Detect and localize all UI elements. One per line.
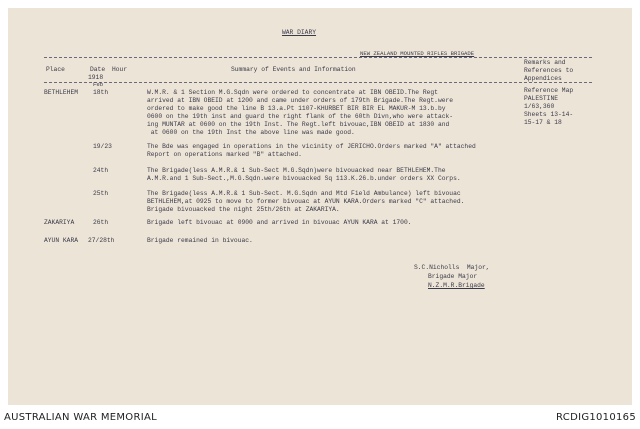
remarks-line: Reference Map bbox=[524, 87, 574, 94]
entry-place: AYUN KARA bbox=[44, 237, 79, 244]
entry-date: 18th bbox=[93, 89, 109, 96]
entry-date: 25th bbox=[93, 190, 109, 197]
page-title: WAR DIARY bbox=[282, 29, 317, 36]
entry-line: at 0600 on the 19th Inst the above line was made good. bbox=[147, 129, 355, 136]
col-remarks-1: Remarks and bbox=[524, 59, 566, 66]
remarks-line: PALESTINE bbox=[524, 95, 559, 102]
entry-date: 27/28th bbox=[88, 237, 115, 244]
entry-date: 26th bbox=[93, 219, 109, 226]
col-remarks-3: Appendices bbox=[524, 75, 562, 82]
entry-line: Brigade remained in bivouac. bbox=[147, 237, 253, 244]
footer-record-id: RCDIG1010165 bbox=[556, 412, 636, 423]
entry-line: Report on operations marked "B" attached. bbox=[147, 151, 302, 158]
entry-line: The Brigade(less A.M.R.& 1 Sub-Sect. M.G.Sqdn and Mtd Field Ambulance) left bivouac bbox=[147, 190, 461, 197]
signature-name: S.C.Nicholls Major, bbox=[414, 264, 490, 271]
entry-line: ordered to make good the line B 13.a.Pt 1107-KHURBET BIR BIR EL MAKUR-M 13.b.by bbox=[147, 105, 446, 112]
remarks-line: 15-17 & 18 bbox=[524, 119, 562, 126]
entry-line: Brigade left bivouac at 0900 and arrived in bivouac AYUN KARA at 1700. bbox=[147, 219, 412, 226]
signature-unit: N.Z.M.R.Brigade bbox=[428, 282, 485, 289]
entry-line: arrived at IBN OBEID at 1200 and came under orders of 179th Brigade.The Regt.were bbox=[147, 97, 454, 104]
entry-date: 19/23 bbox=[93, 143, 112, 150]
unit-name: NEW ZEALAND MOUNTED RIFLES BRIGADE bbox=[360, 50, 475, 57]
entry-date: 24th bbox=[93, 167, 109, 174]
entry-line: A.M.R.and 1 Sub-Sect.,M.G.Sqdn.were bivouacked Sq 113.K.26.b.under orders XX Corps. bbox=[147, 175, 461, 182]
col-hour: Hour bbox=[112, 66, 128, 73]
entry-line: Brigade bivouacked the night 25th/26th at ZAKARIYA. bbox=[147, 206, 340, 213]
entry-line: 0600 on the 19th inst and guard the right flank of the 60th Divn,who were attack- bbox=[147, 113, 454, 120]
col-summary: Summary of Events and Information bbox=[231, 66, 356, 73]
entry-line: ing MUNTAR at 0600 on the 19th Inst. The Regt.left bivouac,IBN OBEID at 1830 and bbox=[147, 121, 450, 128]
year: 1918 bbox=[88, 74, 104, 81]
remarks-line: 1/63,360 bbox=[524, 103, 555, 110]
remarks-line: Sheets 13-14- bbox=[524, 111, 574, 118]
signature-rank: Brigade Major bbox=[428, 273, 478, 280]
entry-line: The Brigade(less A.M.R.& 1 Sub-Sect M.G.Sqdn)were bivouacked near BETHLEHEM.The bbox=[147, 167, 446, 174]
header-rule-bottom bbox=[44, 82, 592, 83]
entry-line: BETHLEHEM,at 0925 to move to former bivouac at AYUN KARA.Orders marked "C" attached. bbox=[147, 198, 465, 205]
col-place: Place bbox=[46, 66, 65, 73]
header-rule-top bbox=[44, 57, 592, 58]
entry-line: W.M.R. & 1 Section M.G.Sqdn were ordered to concentrate at IBN OBEID.The Regt bbox=[147, 89, 438, 96]
entry-place: BETHLEHEM bbox=[44, 89, 79, 96]
entry-line: The Bde was engaged in operations in the vicinity of JERICHO.Orders marked "A" attached bbox=[147, 143, 476, 150]
entry-place: ZAKARIYA bbox=[44, 219, 75, 226]
footer-institution: AUSTRALIAN WAR MEMORIAL bbox=[4, 412, 157, 423]
col-date: Date bbox=[90, 66, 106, 73]
col-remarks-2: References to bbox=[524, 67, 574, 74]
month: Feb bbox=[93, 81, 104, 88]
